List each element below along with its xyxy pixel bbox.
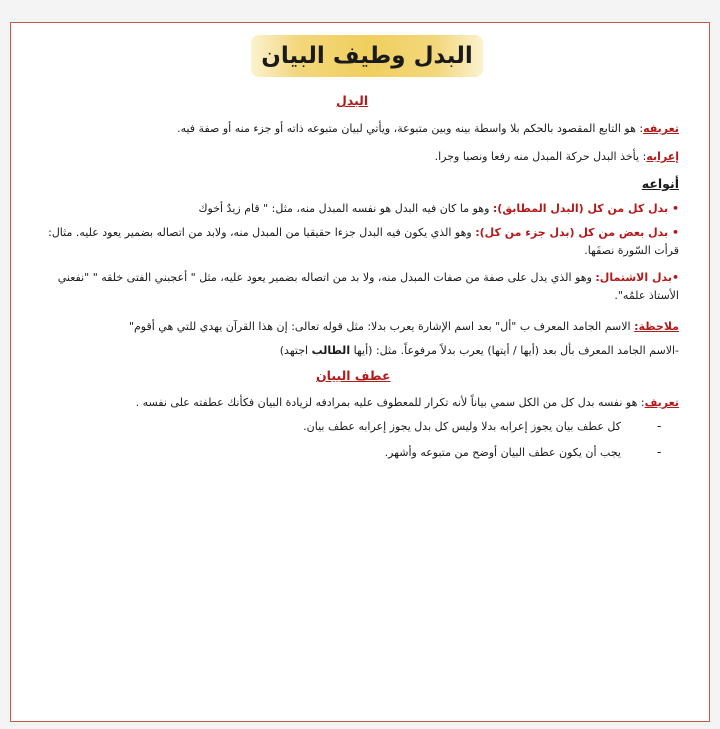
badal-irab — [435, 148, 679, 166]
type-3 — [39, 269, 679, 305]
definition-term: تعريفه — [643, 122, 679, 135]
note-term: ملاحظة: — [634, 320, 679, 333]
atf-bullet-1: كل عطف بيان يجوز إعرابه بدلا وليس كل بدل يجوز إعرابه عطف بيان. — [303, 420, 621, 433]
atf-bullet-2: يجب أن يكون عطف البيان أوضح من متبوعه وأشهر. — [384, 446, 621, 459]
type-1 — [198, 200, 679, 218]
type-3-term: •بدل الاشتمال: — [595, 271, 679, 284]
definition-colon: : — [639, 122, 644, 135]
badal-definition — [177, 120, 679, 138]
note-text-2a: -الاسم الجامد المعرف بأل بعد (أيها / أيتها) يعرب بدلاً مرفوعاً. مثل: (أيها — [350, 344, 679, 357]
type-2-term: • بدل بعض من كل (بدل جزء من كل): — [475, 226, 679, 239]
bullet-marker-2: - — [657, 445, 662, 459]
irab-term: إعرابه — [646, 150, 679, 163]
badal-heading: البدل — [336, 93, 369, 108]
type-2 — [39, 224, 679, 260]
note-text-2b: اجتهد) — [279, 344, 312, 357]
atf-definition — [136, 394, 679, 412]
type-3-text: وهو الذي يدل على صفة من صفات المبدل منه، ولا بد من اتصاله بضمير يعود عليه، مثل " أعجبني الفتى خلقه " "نفعني الأستاذ علمُه". — [57, 271, 679, 302]
document-page — [10, 22, 710, 722]
type-1-text: وهو ما كان فيه البدل هو نفسه المبدل منه، مثل: " قام زيدٌ أخوك — [198, 202, 493, 215]
atf-heading: عطف البيان — [316, 368, 391, 383]
atf-definition-text: : هو نفسه بدل كل من الكل سمي بياناً لأنه تكرار للمعطوف عليه بمرادفه لزيادة البيان فكأنك عطفته على نفسه . — [135, 396, 645, 409]
definition-text: هو التابع المقصود بالحكم بلا واسطة بينه وبين متبوعة، ويأتي لبيان متبوعه ذاته أو جزء منه أو صفة فيه. — [177, 122, 640, 135]
title-banner — [251, 35, 483, 77]
note-bold-word: الطالب — [311, 344, 351, 357]
irab-text: : يأخذ البدل حركة المبدل منه رفعا ونصبا وجرا. — [434, 150, 647, 163]
note-text-1: الاسم الجامد المعرف ب "أل" بعد اسم الإشارة يعرب بدلا: مثل قوله تعالى: إن هذا القرآن يهدي للتي هي أقوم" — [128, 320, 635, 333]
note-line-2 — [280, 342, 679, 360]
page-title: البدل وطيف البيان — [261, 43, 473, 69]
atf-definition-term: تعريف — [644, 396, 679, 409]
types-heading: أنواعه — [641, 176, 679, 191]
note-line-1 — [129, 318, 679, 336]
type-2-text: وهو الذي يكون فيه البدل جزءا حقيقيا من المبدل منه، ولابد من اتصاله بضمير يعود عليه. مثال: قرأت السّورة نصفَها. — [48, 226, 679, 257]
bullet-marker-1: - — [657, 419, 662, 433]
type-1-term: • بدل كل من كل (البدل المطابق): — [492, 202, 679, 215]
